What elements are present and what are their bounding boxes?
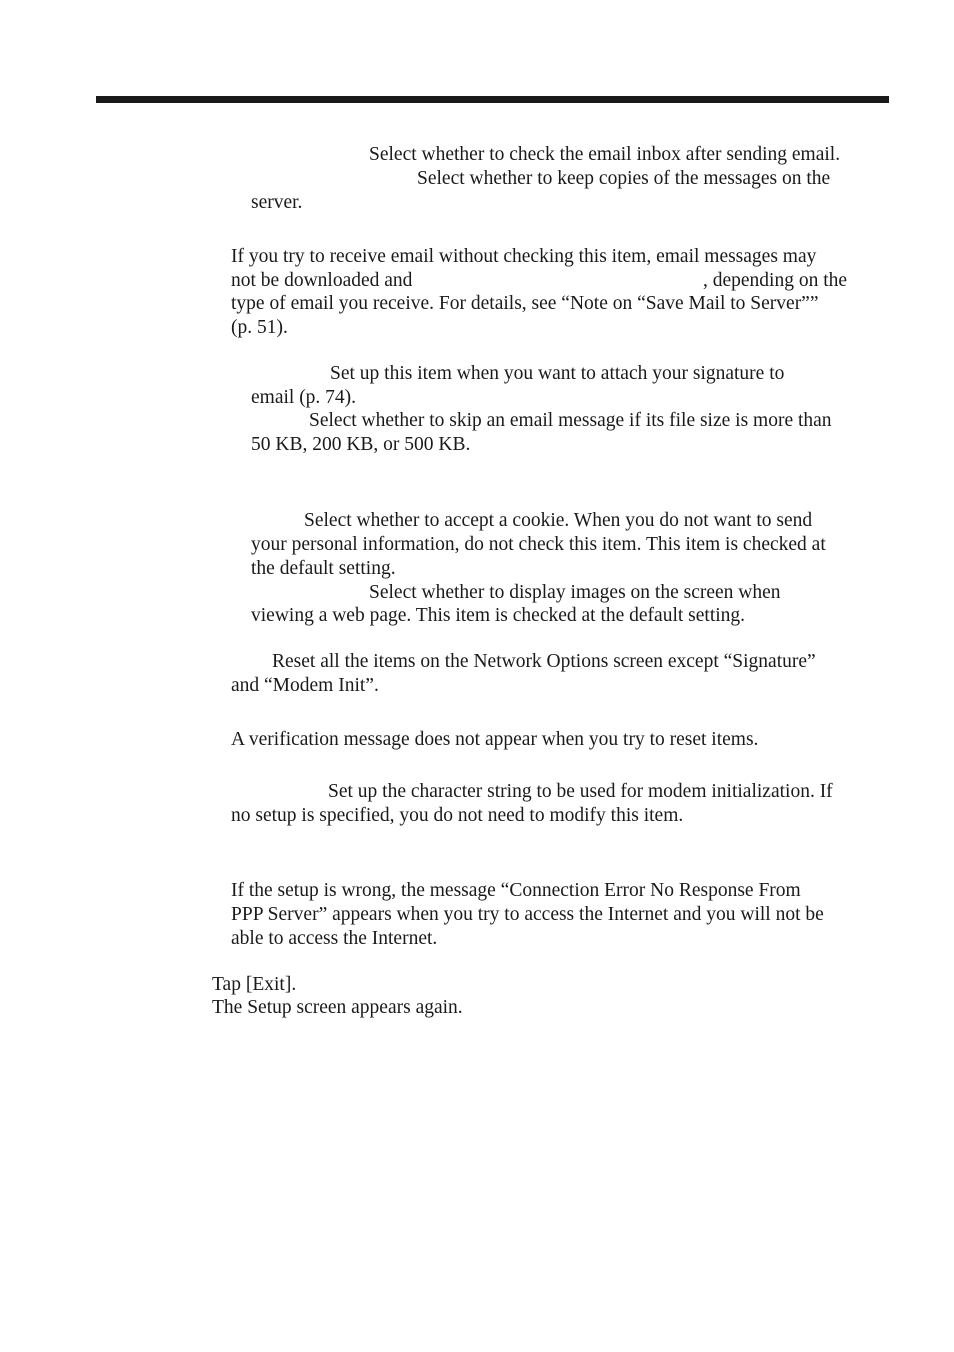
text-line: server.: [251, 192, 303, 213]
step-instruction: Tap [Exit].: [212, 974, 297, 995]
text-line: Select whether to check the email inbox after sending email.: [369, 144, 841, 165]
step-result: The Setup screen appears again.: [212, 997, 463, 1018]
text-line: no setup is specified, you do not need to modify this item.: [231, 805, 684, 826]
text-line: Select whether to skip an email message if its file size is more than: [309, 410, 832, 431]
text-line: viewing a web page. This item is checked at the default setting.: [251, 605, 746, 626]
text-line: (p. 51).: [231, 317, 288, 338]
text-line: Select whether to accept a cookie. When you do not want to send: [304, 510, 813, 531]
text-line: type of email you receive. For details, see “Note on “Save Mail to Server””: [231, 293, 819, 314]
text-line: Set up the character string to be used for modem initialization. If: [328, 781, 833, 802]
text-line: If you try to receive email without checking this item, email messages may: [231, 246, 817, 267]
text-line: the default setting.: [251, 558, 396, 579]
text-line: not be downloaded and: [231, 270, 413, 291]
text-line: your personal information, do not check this item. This item is checked at: [251, 534, 826, 555]
text-line: email (p. 74).: [251, 387, 357, 408]
text-line: able to access the Internet.: [231, 928, 438, 949]
text-line: and “Modem Init”.: [231, 675, 379, 696]
text-line: Reset all the items on the Network Options screen except “Signature”: [272, 651, 816, 672]
text-line: Select whether to keep copies of the messages on the: [417, 168, 831, 189]
text-line: A verification message does not appear when you try to reset items.: [231, 729, 759, 750]
text-line: , depending on the: [703, 270, 848, 291]
text-line: 50 KB, 200 KB, or 500 KB.: [251, 434, 471, 455]
text-line: Set up this item when you want to attach your signature to: [330, 363, 785, 384]
header-rule: [96, 96, 889, 103]
text-line: If the setup is wrong, the message “Connection Error No Response From: [231, 880, 801, 901]
text-line: Select whether to display images on the screen when: [369, 582, 781, 603]
text-line: PPP Server” appears when you try to access the Internet and you will not be: [231, 904, 824, 925]
